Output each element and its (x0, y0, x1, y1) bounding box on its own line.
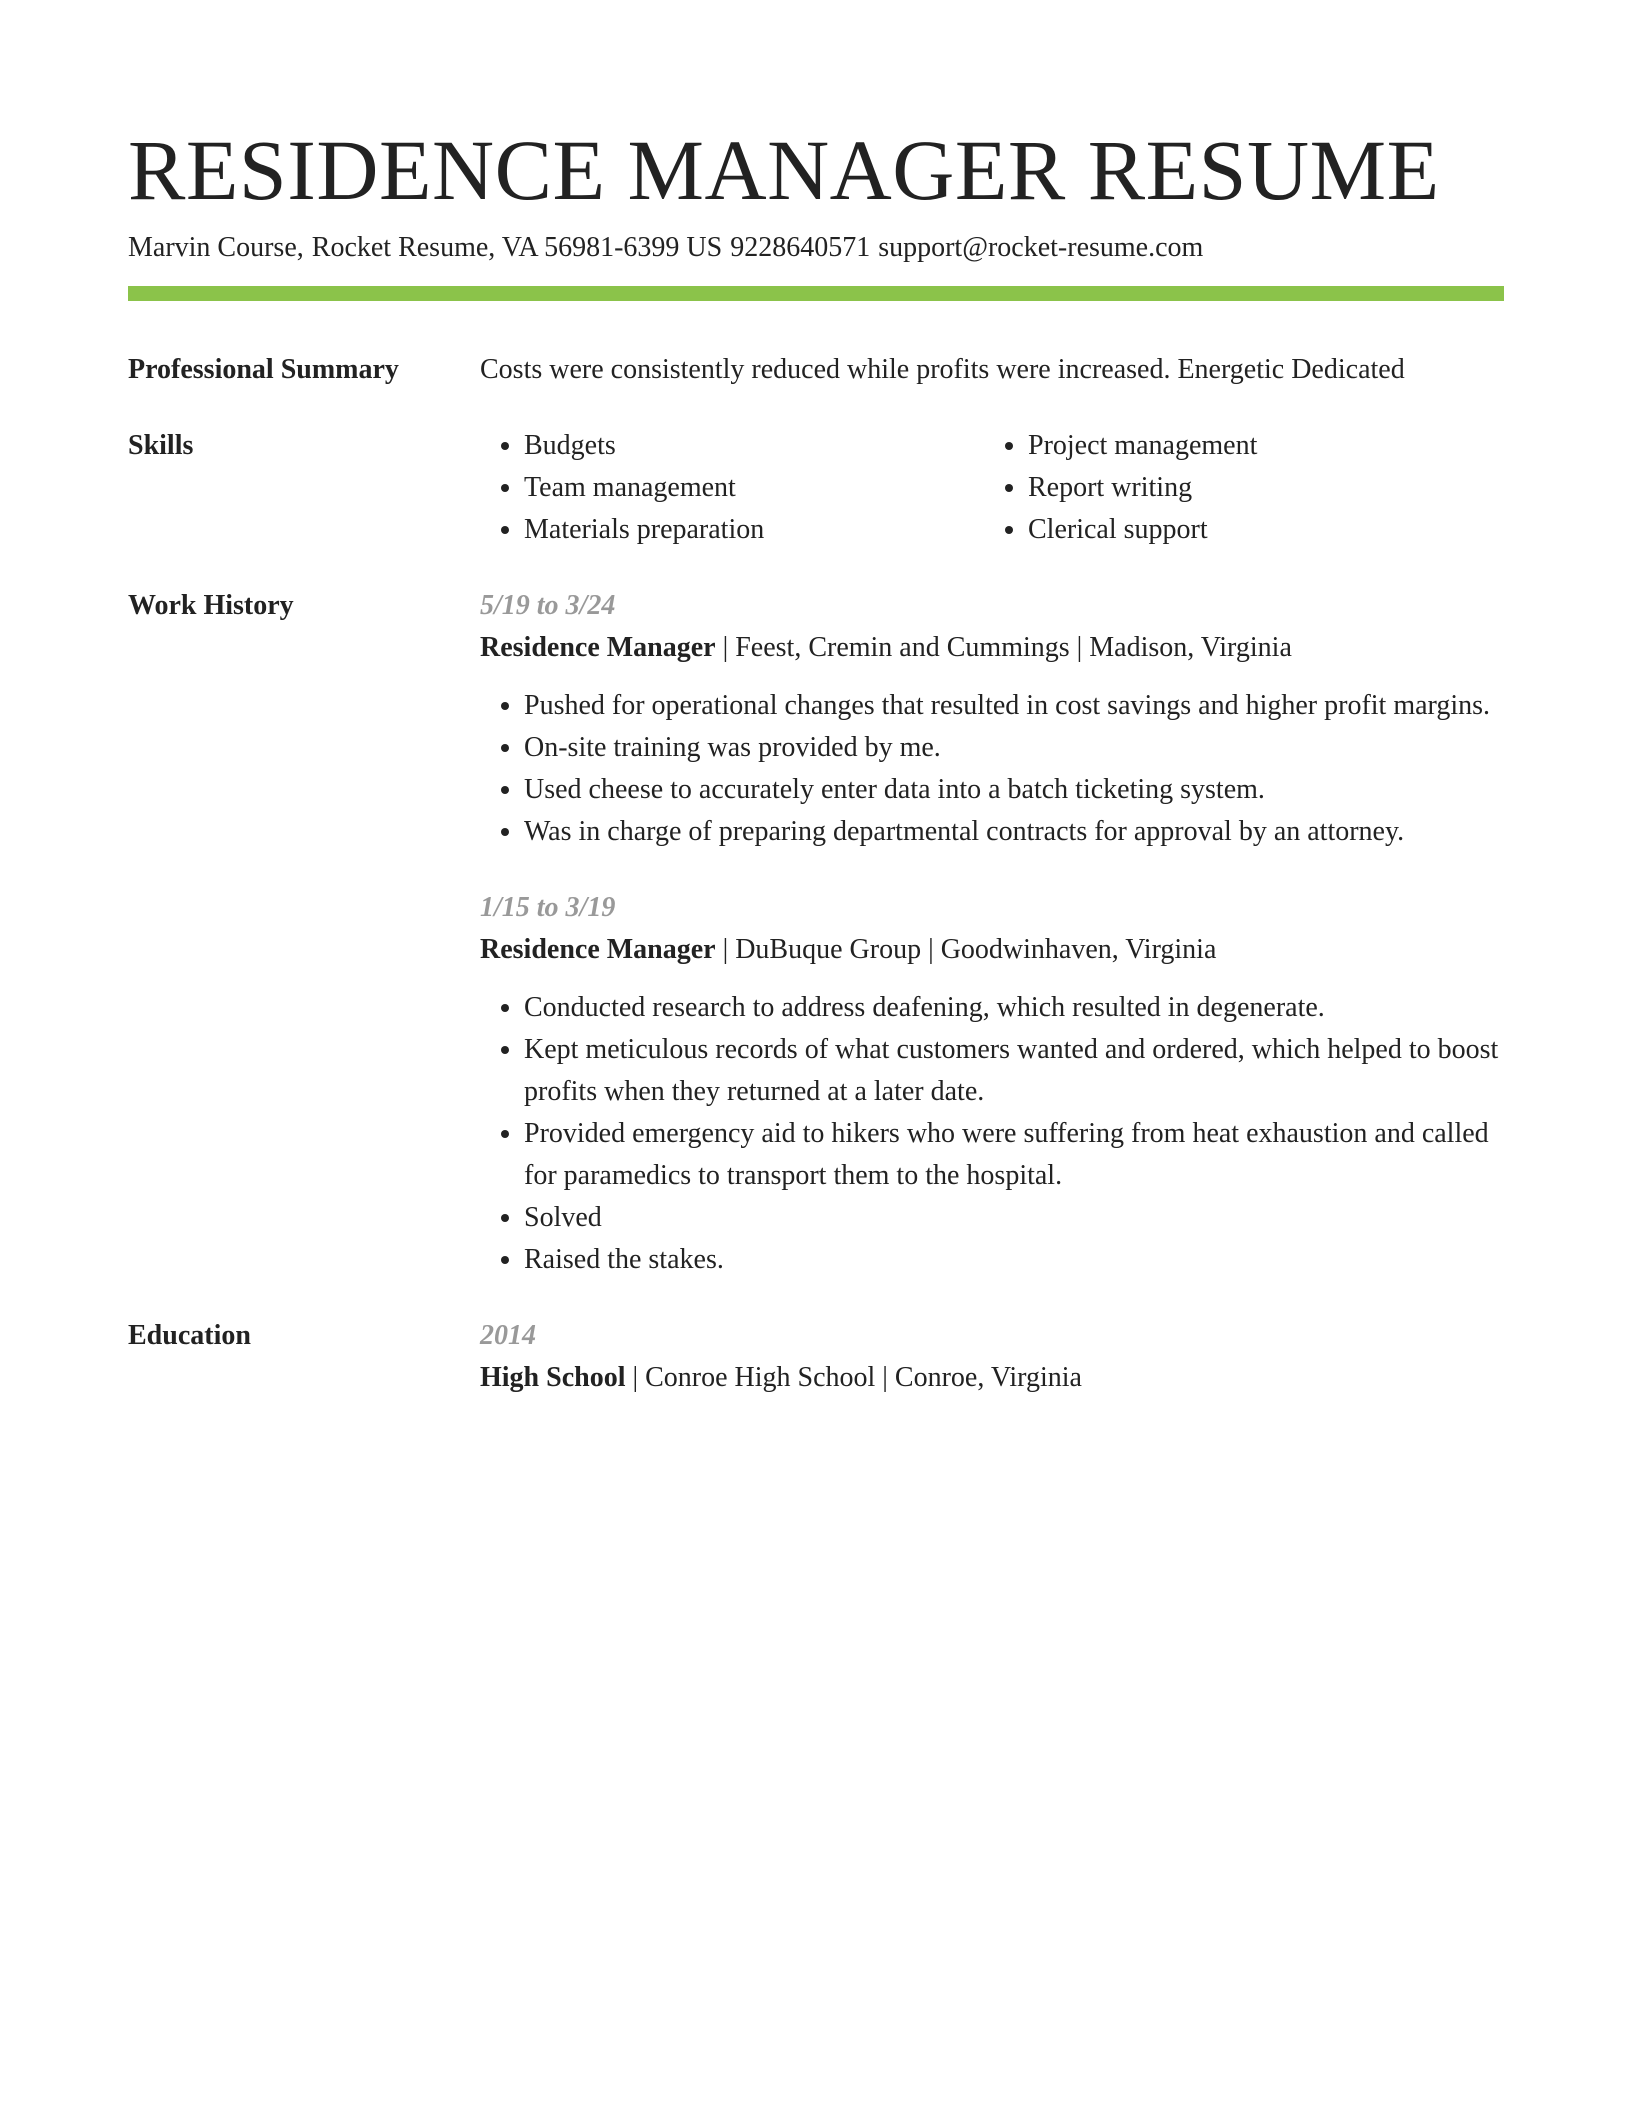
education-heading (480, 1357, 1504, 1399)
job-employer-location: | Feest, Cremin and Cummings | Madison, Virginia (715, 632, 1292, 663)
job-employer-location: | DuBuque Group | Goodwinhaven, Virginia (715, 934, 1217, 965)
job-bullet: • Kept meticulous records of what customers wanted and ordered, which helped to boost profits when they returned at a later date. (524, 1029, 1504, 1113)
skills-list-left (480, 425, 984, 551)
skill-item: • Budgets (524, 425, 984, 467)
job-title: Residence Manager (480, 632, 716, 663)
work-history-body (480, 585, 1504, 1281)
education-school-location: | Conroe High School | Conroe, Virginia (625, 1362, 1082, 1393)
job-heading (480, 929, 1504, 971)
job-bullet: • Conducted research to address deafening, which resulted in degenerate. (524, 987, 1504, 1029)
resume-title: RESIDENCE MANAGER RESUME (128, 122, 1440, 218)
section-label-education: Education (128, 1320, 251, 1351)
section-work-history (128, 585, 1504, 1281)
contact-phone: 9228640571 (730, 232, 871, 263)
job-heading (480, 627, 1504, 669)
skill-item: • Clerical support (1028, 509, 1504, 551)
education-year: 2014 (480, 1320, 536, 1351)
contact-name: Marvin Course, (128, 232, 304, 263)
section-label-summary: Professional Summary (128, 354, 399, 385)
job-entry (480, 585, 1504, 853)
section-skills (128, 425, 1504, 551)
job-title: Residence Manager (480, 934, 716, 965)
skills-body (480, 425, 1504, 551)
skill-item: • Materials preparation (524, 509, 984, 551)
header-divider (128, 286, 1504, 301)
resume-page (128, 120, 1504, 1399)
education-degree: High School (480, 1362, 626, 1393)
section-label-skills: Skills (128, 430, 194, 461)
skills-list-right (984, 425, 1504, 551)
job-dates: 5/19 to 3/24 (480, 590, 616, 621)
skills-grid (480, 425, 1504, 551)
job-bullets (480, 987, 1504, 1281)
job-bullet: • Pushed for operational changes that resulted in cost savings and higher profit margins. (524, 685, 1504, 727)
education-body (480, 1315, 1504, 1399)
job-entry (480, 887, 1504, 1281)
job-bullets (480, 685, 1504, 853)
job-bullet: • Solved (524, 1197, 1504, 1239)
job-bullet: • Used cheese to accurately enter data into a batch ticketing system. (524, 769, 1504, 811)
contact-location: Rocket Resume, VA 56981-6399 US (311, 232, 723, 263)
summary-text: Costs were consistently reduced while profits were increased. Energetic Dedicated (480, 354, 1405, 385)
contact-line (128, 230, 1504, 266)
section-professional-summary (128, 349, 1504, 391)
job-dates: 1/15 to 3/19 (480, 892, 616, 923)
job-bullet: • Raised the stakes. (524, 1239, 1504, 1281)
skill-item: • Team management (524, 467, 984, 509)
job-bullet: • On-site training was provided by me. (524, 727, 1504, 769)
skill-item: • Report writing (1028, 467, 1504, 509)
job-bullet: • Provided emergency aid to hikers who were suffering from heat exhaustion and called for paramedics to transport them to the hospital. (524, 1113, 1504, 1197)
section-education (128, 1315, 1504, 1399)
skill-item: • Project management (1028, 425, 1504, 467)
contact-email[interactable]: support@rocket-resume.com (878, 232, 1204, 263)
section-label-work-history: Work History (128, 590, 294, 621)
job-bullet: • Was in charge of preparing departmental contracts for approval by an attorney. (524, 811, 1504, 853)
